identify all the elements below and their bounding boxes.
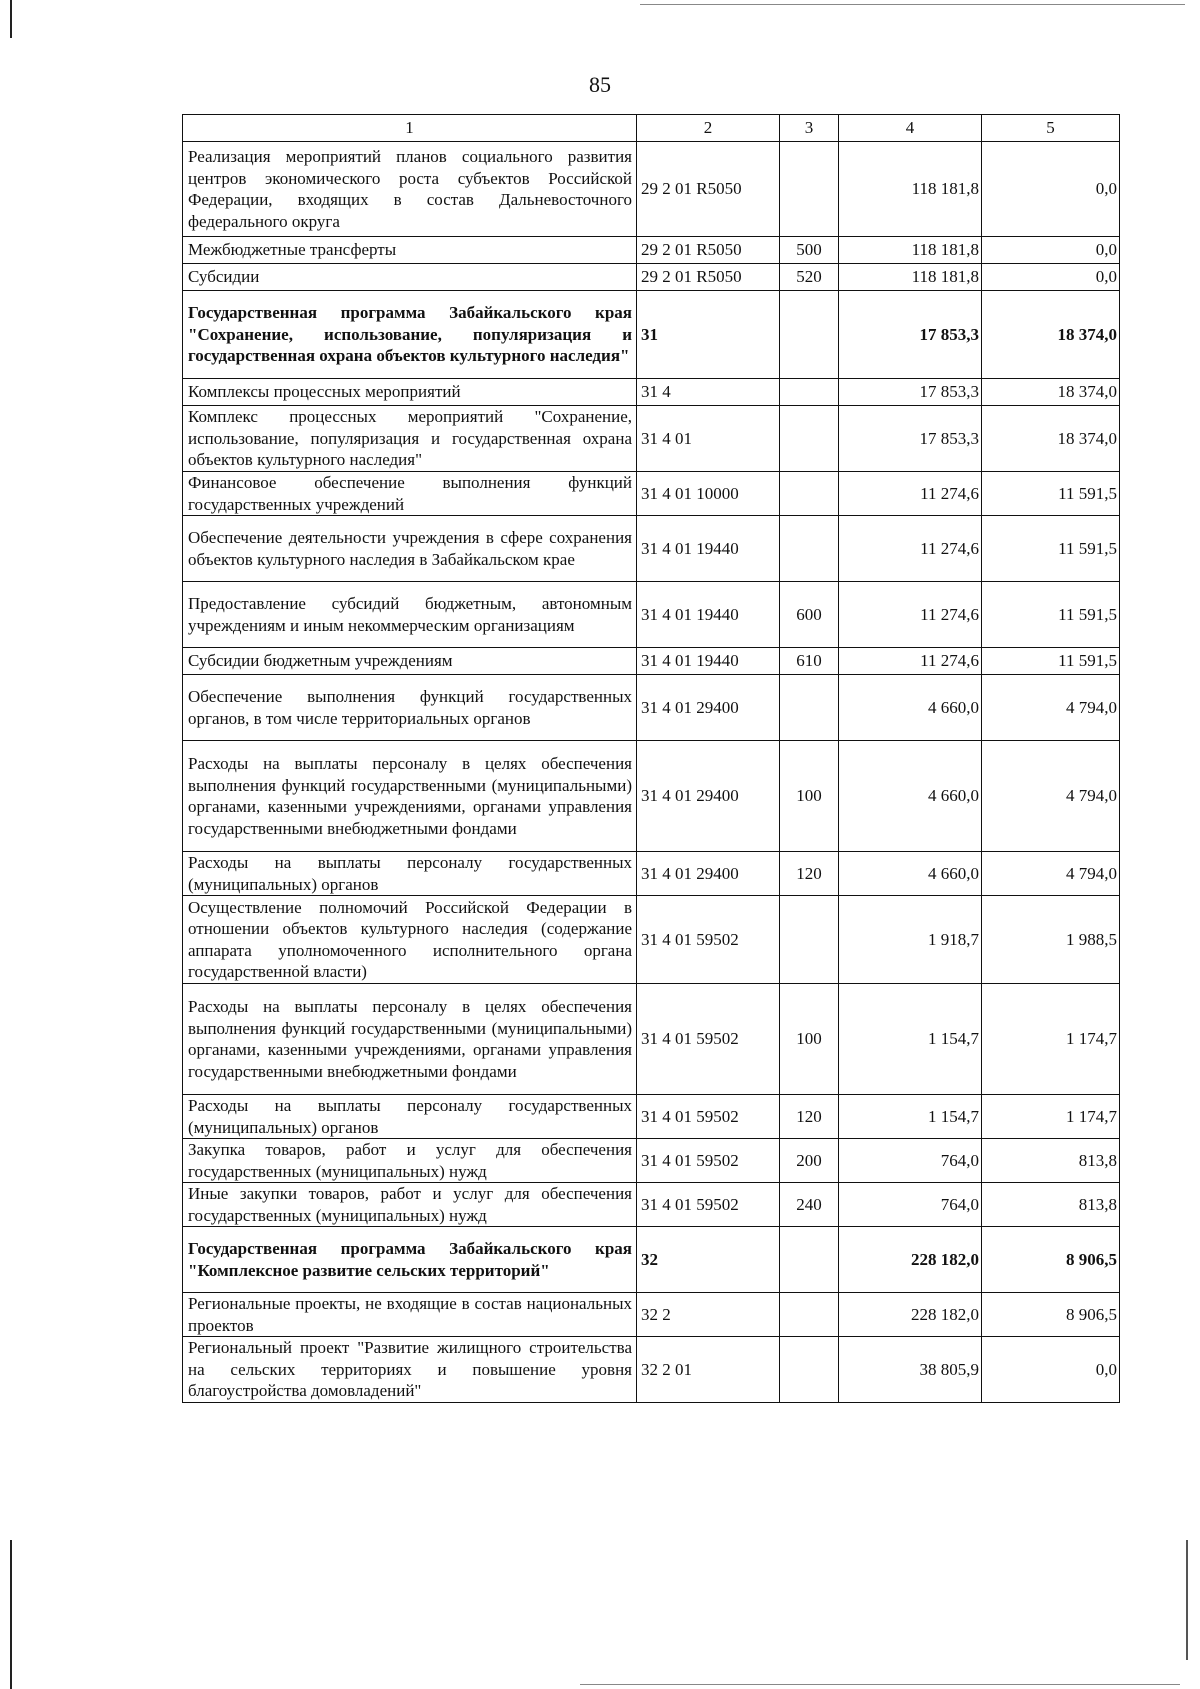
row-expense-type	[780, 675, 839, 741]
row-expense-type: 100	[780, 984, 839, 1095]
table-row	[183, 516, 1120, 582]
row-name: Региональные проекты, не входящие в состав национальных проектов	[183, 1293, 637, 1337]
table-row	[183, 1337, 1120, 1403]
row-name: Расходы на выплаты персоналу в целях обеспечения выполнения функций государственными (муниципальными) органами, казенными учреждениями, органами управления государственными внебюджетными фондами	[183, 741, 637, 852]
row-code: 31 4	[637, 379, 780, 406]
row-amount-year1: 764,0	[839, 1183, 982, 1227]
table-row	[183, 741, 1120, 852]
row-code: 31 4 01 29400	[637, 852, 780, 896]
scan-edge-bottom	[580, 1684, 1180, 1685]
row-amount-year1: 228 182,0	[839, 1227, 982, 1293]
row-expense-type: 120	[780, 1095, 839, 1139]
row-code: 29 2 01 R5050	[637, 237, 780, 264]
row-amount-year2: 18 374,0	[982, 406, 1120, 472]
row-name: Расходы на выплаты персоналу государственных (муниципальных) органов	[183, 1095, 637, 1139]
table-body	[183, 142, 1120, 1403]
row-name: Расходы на выплаты персоналу в целях обеспечения выполнения функций государственными (муниципальными) органами, казенными учреждениями, органами управления государственными внебюджетными фондами	[183, 984, 637, 1095]
page-number: 85	[589, 72, 611, 97]
row-code: 31 4 01 59502	[637, 896, 780, 984]
row-expense-type: 610	[780, 648, 839, 675]
table-row	[183, 472, 1120, 516]
row-expense-type	[780, 472, 839, 516]
row-code: 32 2 01	[637, 1337, 780, 1403]
row-name: Закупка товаров, работ и услуг для обеспечения государственных (муниципальных) нужд	[183, 1139, 637, 1183]
row-code: 31 4 01 19440	[637, 516, 780, 582]
row-amount-year1: 1 154,7	[839, 1095, 982, 1139]
row-amount-year1: 4 660,0	[839, 741, 982, 852]
row-amount-year1: 4 660,0	[839, 852, 982, 896]
row-expense-type: 600	[780, 582, 839, 648]
row-name: Государственная программа Забайкальского края "Сохранение, использование, популяризация и государственная охрана объектов культурного наследия"	[183, 291, 637, 379]
row-expense-type	[780, 142, 839, 237]
header-row	[183, 115, 1120, 142]
table-row	[183, 852, 1120, 896]
row-amount-year2: 4 794,0	[982, 852, 1120, 896]
row-code: 31 4 01	[637, 406, 780, 472]
row-name: Межбюджетные трансферты	[183, 237, 637, 264]
row-code: 31 4 01 19440	[637, 582, 780, 648]
row-code: 32	[637, 1227, 780, 1293]
row-expense-type: 120	[780, 852, 839, 896]
row-amount-year2: 813,8	[982, 1183, 1120, 1227]
row-expense-type: 500	[780, 237, 839, 264]
table-row	[183, 1095, 1120, 1139]
row-amount-year2: 18 374,0	[982, 291, 1120, 379]
row-expense-type	[780, 379, 839, 406]
column-header-2: 2	[637, 115, 780, 142]
row-amount-year2: 813,8	[982, 1139, 1120, 1183]
row-name: Обеспечение деятельности учреждения в сфере сохранения объектов культурного наследия в Забайкальском крае	[183, 516, 637, 582]
row-amount-year1: 11 274,6	[839, 472, 982, 516]
row-expense-type	[780, 1227, 839, 1293]
row-amount-year1: 764,0	[839, 1139, 982, 1183]
row-amount-year1: 11 274,6	[839, 516, 982, 582]
scan-edge-top	[640, 4, 1185, 5]
row-expense-type: 200	[780, 1139, 839, 1183]
row-name: Комплекс процессных мероприятий "Сохранение, использование, популяризация и государственная охрана объектов культурного наследия"	[183, 406, 637, 472]
row-name: Региональный проект "Развитие жилищного строительства на сельских территориях и повышение уровня благоустройства домовладений"	[183, 1337, 637, 1403]
row-code: 29 2 01 R5050	[637, 142, 780, 237]
row-name: Государственная программа Забайкальского края "Комплексное развитие сельских территорий"	[183, 1227, 637, 1293]
row-expense-type	[780, 1293, 839, 1337]
row-code: 31 4 01 59502	[637, 1139, 780, 1183]
row-code: 31 4 01 59502	[637, 1183, 780, 1227]
row-amount-year1: 1 918,7	[839, 896, 982, 984]
table-row	[183, 648, 1120, 675]
row-expense-type	[780, 291, 839, 379]
row-amount-year1: 17 853,3	[839, 406, 982, 472]
row-code: 31 4 01 10000	[637, 472, 780, 516]
row-expense-type	[780, 406, 839, 472]
row-name: Реализация мероприятий планов социального развития центров экономического роста субъектов Российской Федерации, входящих в состав Дальневосточного федерального округа	[183, 142, 637, 237]
row-expense-type	[780, 516, 839, 582]
row-amount-year2: 18 374,0	[982, 379, 1120, 406]
row-amount-year1: 11 274,6	[839, 582, 982, 648]
row-code: 31 4 01 19440	[637, 648, 780, 675]
scan-edge-left	[10, 0, 12, 38]
row-amount-year2: 0,0	[982, 142, 1120, 237]
scan-edge-left-lower	[10, 1540, 12, 1689]
row-amount-year2: 1 174,7	[982, 1095, 1120, 1139]
table-row	[183, 1139, 1120, 1183]
row-name: Предоставление субсидий бюджетным, автономным учреждениям и иным некоммерческим организациям	[183, 582, 637, 648]
row-amount-year1: 118 181,8	[839, 237, 982, 264]
row-amount-year2: 8 906,5	[982, 1293, 1120, 1337]
row-amount-year1: 228 182,0	[839, 1293, 982, 1337]
row-expense-type	[780, 896, 839, 984]
table-row	[183, 237, 1120, 264]
table-row	[183, 984, 1120, 1095]
row-name: Финансовое обеспечение выполнения функций государственных учреждений	[183, 472, 637, 516]
row-amount-year1: 17 853,3	[839, 291, 982, 379]
row-code: 31 4 01 29400	[637, 741, 780, 852]
table-row	[183, 1293, 1120, 1337]
table-row	[183, 264, 1120, 291]
table-row	[183, 582, 1120, 648]
row-code: 32 2	[637, 1293, 780, 1337]
row-amount-year2: 0,0	[982, 264, 1120, 291]
row-name: Субсидии бюджетным учреждениям	[183, 648, 637, 675]
row-amount-year2: 1 988,5	[982, 896, 1120, 984]
row-amount-year2: 4 794,0	[982, 741, 1120, 852]
row-amount-year1: 11 274,6	[839, 648, 982, 675]
row-code: 31 4 01 29400	[637, 675, 780, 741]
table-row	[183, 406, 1120, 472]
row-name: Субсидии	[183, 264, 637, 291]
row-code: 31	[637, 291, 780, 379]
row-amount-year2: 1 174,7	[982, 984, 1120, 1095]
column-header-5: 5	[982, 115, 1120, 142]
table-row	[183, 675, 1120, 741]
table-row	[183, 896, 1120, 984]
row-amount-year2: 8 906,5	[982, 1227, 1120, 1293]
row-name: Комплексы процессных мероприятий	[183, 379, 637, 406]
row-amount-year2: 11 591,5	[982, 582, 1120, 648]
budget-table	[182, 114, 1120, 1403]
row-amount-year1: 38 805,9	[839, 1337, 982, 1403]
column-header-4: 4	[839, 115, 982, 142]
column-header-1: 1	[183, 115, 637, 142]
row-amount-year2: 0,0	[982, 237, 1120, 264]
row-expense-type	[780, 1337, 839, 1403]
table-row	[183, 142, 1120, 237]
row-name: Расходы на выплаты персоналу государственных (муниципальных) органов	[183, 852, 637, 896]
table-row	[183, 1183, 1120, 1227]
table-row	[183, 379, 1120, 406]
table-row	[183, 1227, 1120, 1293]
row-amount-year2: 11 591,5	[982, 472, 1120, 516]
row-name: Осуществление полномочий Российской Федерации в отношении объектов культурного наследия (содержание аппарата уполномоченного исполнительного органа государственной власти)	[183, 896, 637, 984]
row-amount-year1: 1 154,7	[839, 984, 982, 1095]
row-code: 31 4 01 59502	[637, 1095, 780, 1139]
row-code: 31 4 01 59502	[637, 984, 780, 1095]
row-amount-year1: 17 853,3	[839, 379, 982, 406]
row-amount-year1: 118 181,8	[839, 142, 982, 237]
table-row	[183, 291, 1120, 379]
row-amount-year2: 11 591,5	[982, 516, 1120, 582]
row-name: Обеспечение выполнения функций государственных органов, в том числе территориальных органов	[183, 675, 637, 741]
row-amount-year1: 4 660,0	[839, 675, 982, 741]
row-amount-year2: 0,0	[982, 1337, 1120, 1403]
row-expense-type: 100	[780, 741, 839, 852]
scan-edge-right	[1186, 1540, 1188, 1660]
row-amount-year2: 4 794,0	[982, 675, 1120, 741]
row-code: 29 2 01 R5050	[637, 264, 780, 291]
row-name: Иные закупки товаров, работ и услуг для обеспечения государственных (муниципальных) нужд	[183, 1183, 637, 1227]
row-expense-type: 520	[780, 264, 839, 291]
row-amount-year2: 11 591,5	[982, 648, 1120, 675]
row-expense-type: 240	[780, 1183, 839, 1227]
row-amount-year1: 118 181,8	[839, 264, 982, 291]
column-header-3: 3	[780, 115, 839, 142]
